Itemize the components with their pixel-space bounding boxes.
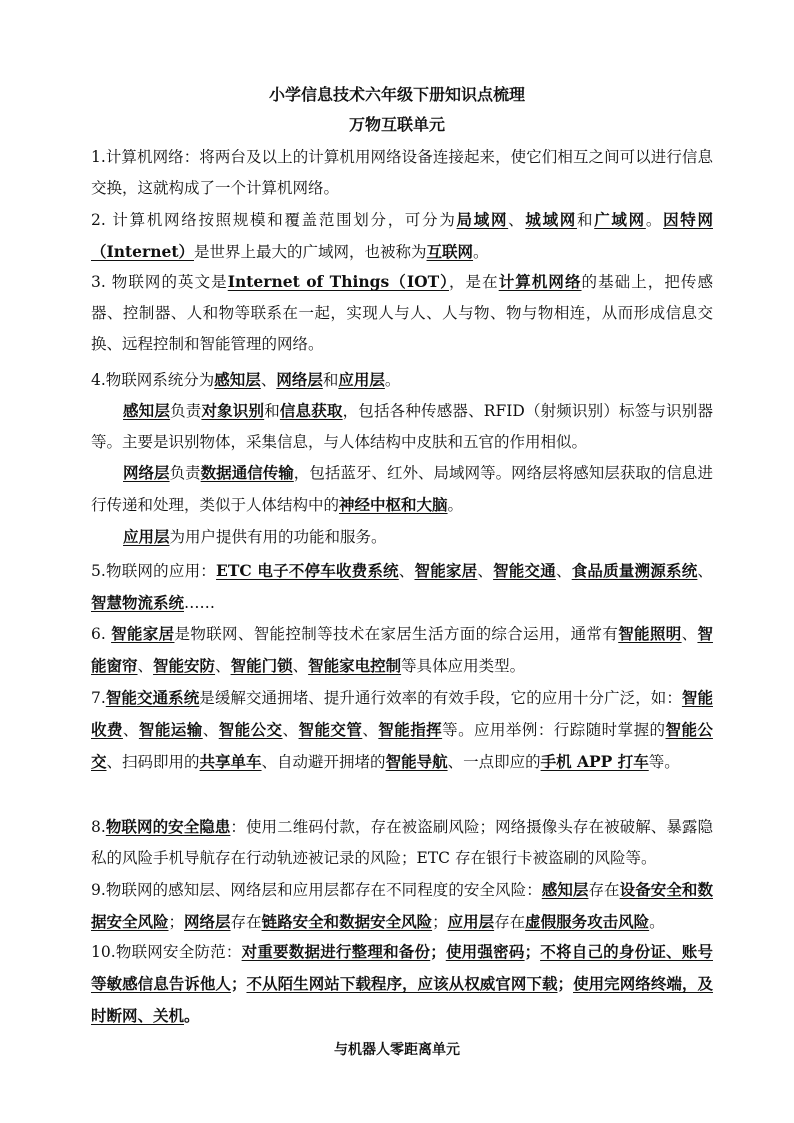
text: ；: [430, 942, 446, 961]
text: 的基础上，把传感器、控制器、人和物等联系在一起，实现人与人、人与物、物与物相连，从而形成信息交换、远程控制和智能管理的网络。: [91, 273, 713, 353]
text: 负责: [170, 402, 202, 420]
text: ……: [184, 594, 216, 612]
paragraph-10: [91, 682, 713, 778]
keyword: 智能安防: [153, 656, 216, 675]
paragraph-9: [91, 618, 713, 682]
paragraph-13: [91, 936, 713, 1032]
keyword: 智能窗帘: [91, 624, 713, 675]
keyword: 食品质量溯源系统: [571, 561, 698, 580]
text: 为用户提供有用的功能和服务。: [169, 528, 387, 546]
keyword: 智能公交: [91, 720, 713, 771]
text: ：使用二维码付款，存在被盗刷风险；网络摄像头存在被破解、暴露隐私的风险手机导航存在行动轨迹被记录的风险；ETC 存在银行卡被盗刷的风险等。: [91, 818, 713, 867]
keyword: 使用强密码: [445, 942, 525, 961]
text: 存在: [588, 881, 620, 899]
keyword: 物联网的安全隐患: [105, 817, 231, 836]
page-title: 小学信息技术六年级下册知识点梳理: [268, 85, 525, 104]
text: 等具体应用类型。: [401, 657, 526, 675]
text: 和: [322, 371, 339, 389]
keyword: 网络层: [123, 463, 170, 482]
paragraph-2: [91, 204, 713, 268]
paragraph-5: [91, 395, 713, 458]
text: ，是在: [448, 273, 499, 291]
keyword: 局域网: [456, 210, 509, 229]
paragraph-4: [91, 364, 713, 396]
text: ，包括各种传感器、RFID（射频识别）标签与识别器等。主要是识别物体，采集信息，与人体结构中皮肤和五官的作用相似。: [91, 402, 713, 451]
text: 9.物联网的感知层、网络层和应用层都存在不同程度的安全风险：: [91, 881, 542, 899]
keyword: 不从陌生网站下载程序，应该从权威官网下载: [246, 974, 558, 993]
text: 和: [577, 211, 595, 229]
text: 10.物联网安全防范：: [91, 943, 242, 961]
keyword: 感知层: [123, 401, 171, 420]
paragraph-3: [91, 266, 713, 360]
keyword: 链路安全和数据安全风险: [261, 912, 433, 931]
keyword: 信息获取: [279, 401, 343, 420]
keyword: 应用层: [338, 370, 385, 389]
paragraph-7: [91, 521, 713, 553]
text: 4.物联网系统分为: [91, 371, 215, 389]
text: 。: [184, 1006, 200, 1025]
text: 。: [384, 371, 401, 389]
text: 是世界上最大的广域网，也被称为: [194, 243, 427, 261]
keyword: 数据通信传输: [200, 463, 294, 482]
keyword: 智能运输: [138, 720, 203, 739]
text: 、: [122, 721, 139, 739]
keyword: 智能门锁: [230, 656, 293, 675]
keyword: 共享单车: [199, 752, 262, 771]
text: 3. 物联网的英文是: [91, 273, 228, 291]
text: 和: [264, 402, 280, 420]
keyword: 城域网: [525, 210, 577, 229]
keyword: 网络层: [184, 912, 231, 931]
text: 8.: [91, 818, 106, 836]
text: 1.计算机网络：将两台及以上的计算机用网络设备连接起来，使它们相互之间可以进行信息交换，这就构成了一个计算机网络。: [91, 148, 713, 197]
text: 、: [202, 721, 219, 739]
text: 、扫码即用的: [106, 753, 200, 771]
keyword: 智能收费: [91, 688, 713, 739]
paragraph-6: [91, 457, 713, 521]
keyword: 智能交通: [493, 561, 556, 580]
paragraph-12: [91, 874, 713, 938]
text: 。: [447, 496, 464, 514]
keyword: 不将自己的身份证、账号等敏感信息告诉他人: [91, 942, 713, 993]
keyword: 智慧物流系统: [91, 593, 185, 612]
text: 等。: [648, 753, 680, 771]
text: 、: [398, 562, 415, 580]
keyword: ETC 电子不停车收费系统: [216, 561, 399, 580]
keyword: 计算机网络: [498, 272, 582, 291]
keyword: 感知层: [214, 370, 261, 389]
unit-title: 万物互联单元: [348, 115, 445, 134]
text: 存在: [494, 913, 526, 931]
keyword: 使用完网络终端，及时断网、关机: [91, 974, 713, 1025]
text: 、: [282, 721, 299, 739]
text: 存在: [230, 913, 262, 931]
text: 6.: [91, 625, 112, 643]
text: 7.: [91, 689, 106, 707]
next-unit-title: 与机器人零距离单元: [334, 1042, 460, 1058]
keyword: 因特网（Internet）: [91, 210, 713, 261]
paragraph-8: [91, 555, 713, 619]
keyword: 手机 APP 打车: [540, 752, 649, 771]
keyword: 智能导航: [385, 752, 448, 771]
text: 。: [645, 211, 664, 229]
text: 、一点即应的: [447, 753, 541, 771]
keyword: 对象识别: [201, 401, 265, 420]
keyword: 神经中枢和大脑: [339, 495, 448, 514]
text: 、: [555, 562, 572, 580]
text: 、: [508, 211, 526, 229]
text: 、: [362, 721, 379, 739]
keyword: 智能指挥: [378, 720, 443, 739]
text: ；: [524, 942, 541, 961]
keyword: 广域网: [594, 210, 646, 229]
keyword: 智能家居: [414, 561, 478, 580]
keyword: Internet of Things（IOT）: [227, 272, 449, 291]
text: 、: [477, 562, 494, 580]
text: 等。应用举例：行踪随时掌握的: [442, 721, 666, 739]
keyword: 智能交通系统: [105, 688, 200, 707]
text: 负责: [169, 464, 201, 482]
text: ，包括蓝牙、红外、局域网等。网络层将感知层获取的信息进行传递和处理，类似于人体结构中的: [91, 464, 713, 514]
keyword: 应用层: [123, 527, 170, 546]
keyword: 设备安全和数据安全风险: [91, 880, 713, 931]
keyword: 感知层: [541, 880, 589, 899]
keyword: 网络层: [276, 370, 323, 389]
keyword: 智能家居: [111, 624, 175, 643]
text: ；: [432, 913, 448, 931]
text: 是缓解交通拥堵、提升通行效率的有效手段，它的应用十分广泛，如：: [199, 689, 682, 707]
text: 、: [681, 625, 698, 643]
text: 、: [260, 371, 277, 389]
text: 。: [649, 913, 665, 931]
keyword: 智能照明: [618, 624, 682, 643]
keyword: 智能公交: [218, 720, 283, 739]
text: 、: [292, 657, 309, 675]
keyword: 智能家电控制: [308, 656, 402, 675]
paragraph-11: [91, 811, 713, 874]
keyword: 应用层: [447, 912, 495, 931]
text: 5.物联网的应用：: [91, 562, 217, 580]
text: ；: [557, 974, 574, 993]
paragraph-1: [91, 142, 713, 204]
keyword: 智能交管: [298, 720, 363, 739]
text: ；: [168, 913, 185, 931]
text: ；: [230, 974, 247, 993]
text: 、: [215, 657, 231, 675]
text: 是物联网、智能控制等技术在家居生活方面的综合运用，通常有: [174, 625, 619, 643]
keyword: 虚假服务攻击风险: [525, 912, 650, 931]
text: 、: [137, 657, 154, 675]
keyword: 互联网: [426, 242, 474, 261]
text: 2. 计算机网络按照规模和覆盖范围划分，可分为: [91, 211, 457, 229]
keyword: 对重要数据进行整理和备份: [241, 942, 431, 961]
text: 。: [473, 243, 489, 261]
text: 、: [697, 562, 713, 580]
text: 、自动避开拥堵的: [261, 753, 386, 771]
